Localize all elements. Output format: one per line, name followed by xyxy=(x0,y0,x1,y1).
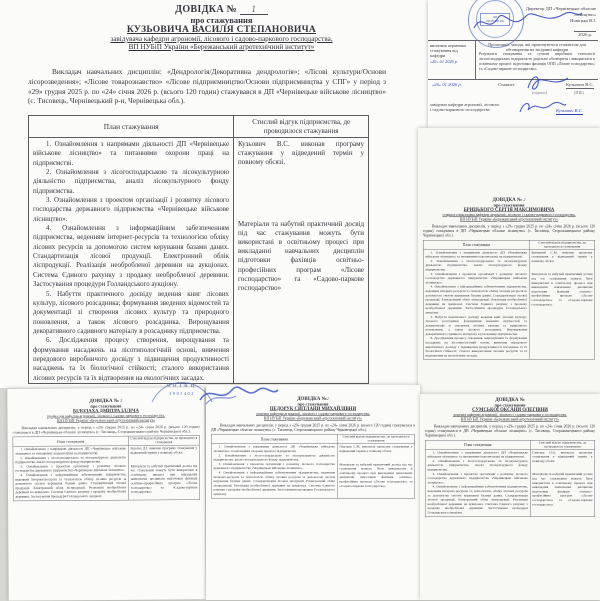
mini-plan-cell xyxy=(426,450,531,516)
dovidka-label: ДОВІДКА № xyxy=(175,4,237,15)
mini-plan-header: План стажування xyxy=(426,440,531,449)
plan-item: 5. Набуття практичного досвіду ведення книг лісових культур, лісового розсадника; формування зведених відомостей та документації зі створення лісових культур та природного поновлення, а також лісового розсадника. Вирощування декоративного садивного матеріалу в розсаднику підприємства. xyxy=(33,290,229,335)
plan-item: 3. Ознайомлення з проектом організації і розвитку лісового господарства державного підприємства «Чернівецьке військове лісництво». xyxy=(425,272,528,285)
proposals-header: Пропозиції, заходи, які пропонуються стажистом для обговорення на засіданні кафедри xyxy=(488,42,586,53)
mini-table xyxy=(13,436,200,501)
director-name: Новіцька В.І. xyxy=(570,17,596,23)
mini-trainee-name: БІДОЛАХА ДМИТРА ІЛЛІЧА xyxy=(72,408,139,414)
intro-paragraph: Викладач навчальних дисциплін: «Дендрологія/Декоративна дендрологія»; «Лісові культури/Основи лісорозведення»; «Лісове товарознавство» «Лісове підприємництво/Основи підприємництва у СПГ» у період з «29» грудня 2025 р. по «24» січня 2026 р. (всього 120 годин) стажувався в ДП «Чернівецьке військове лісництво» (с. Тисовець, Чернівецький р-н, Чернівецька обл.). xyxy=(28,67,386,106)
mini-intro: Викладач навчальних дисциплін, у період з «29» грудня 2025 р. по «24» січня 2026 р. (всього 120 годин) стажувався в ДП «Чернівецьке обласне лісництво» (с. Тисовець, Сторожинецького району Чернівецької обл.). xyxy=(12,424,200,435)
certificate-title xyxy=(42,0,402,15)
mini-plan-header: План стажування xyxy=(212,435,338,444)
certificate-number-blank xyxy=(240,5,268,15)
mini-about: про стажування xyxy=(493,202,525,208)
mini-trainee-name: СУМСЬКОЇ ОКСАНИ ОЛЕГІВНИ xyxy=(472,407,548,413)
handwritten-date: «26» 01 2026 р. xyxy=(430,58,458,64)
proposals-left-cell xyxy=(428,41,476,79)
mini-plan-cell xyxy=(13,446,129,500)
plan-item: 1. Ознайомлення з напрямами діяльності ДП «Чернівецьке військове лісництво» та питаннями охорони праці на підприємстві. xyxy=(213,445,335,453)
signature-label: (підпис) xyxy=(532,90,548,95)
mini-review-header: Стислий відгук підприємства, де проводилося стажування xyxy=(538,440,587,449)
mini-intro: Викладач навчальних дисциплін, у період з «29» грудня 2025 р. по «24» січня 2026 р. (всього 120 годин) стажувалася в ДП «Чернівецьке обласне лісництво» (с. Тисовець, Сторожинецького району Чернівецької обл.). xyxy=(211,423,415,433)
handwritten-number: 2 xyxy=(523,197,526,202)
mini-review-cell xyxy=(337,444,414,498)
mini-role: доцента кафедри агрономії, лісового і садово-паркового господарства, xyxy=(256,411,370,416)
mini-review-materials: Матеріали та набутий практичний досвід під час стажування можуть бути використані в освітньому процесі при викладанні навчальних дисциплін підготовки фахівців освітньо-професійних програм «Лісове господарство» та «Садово-паркове господарство» xyxy=(339,462,413,488)
mini-review-materials: Матеріали та набутий практичний досвід під час стажування можуть бути використані в освітньому процесі при викладанні навчальних дисциплін підготовки фахівців освітньо-професійних програм «Лісове господарство» та «Садово-паркове господарство» xyxy=(532,472,593,507)
mini-institute: ВП НУБіП України «Бережанський агротехнічний інститут» xyxy=(56,417,156,423)
mini-trainee-name: ПЕДОРУК СВІТЛАНИ МИХАЙЛІВНИ xyxy=(269,406,357,412)
plan-item: 2. Ознайомлення з лісогосподарською та лісокультурною діяльністю підприємства, аналіз лісокультурного фонду підприємства. xyxy=(15,455,127,465)
review-completed: Кузьович В.С. виконав програму стажування у відведений термін у повному обсязі. xyxy=(238,140,364,167)
mini-review: Педорук С.М. виконала програму стажування у відведений термін у повному обсязі. xyxy=(339,445,413,453)
mini-institute: ВП НУБіП України «Бережанський агротехнічний інститут» xyxy=(459,217,559,222)
mini-table xyxy=(423,240,595,360)
mini-plan-cell xyxy=(424,250,530,359)
trainee-name: КУЗЬОВИЧА ВАСИЛЯ СТЕПАНОВИЧА xyxy=(126,25,317,35)
plan-item: 4. Ознайомлення з інформаційним забезпеченням підприємства, веденням інтернет-ресурсів та технологією обліку лісових ресурсів за допомогою систем керування базами даних. Стандартизація лісової продукції. Електронний облік ліспродукції. Реалізація необробленої деревини на аукціонах. Система Єдиного рахунку з продажу необробленої деревини. Застосування процедури Голландського аукціону. xyxy=(427,485,528,515)
head-line2: і садово-паркового господарства xyxy=(430,107,490,113)
mini-intro: Викладач навчальних дисциплін, у період з «29» грудня 2025 р. по «24» січня 2026 р. (всього 120 годин) стажувався в ДП «Чернівецьке обласне лісництво» (с. Тисовець, Сторожинецького району Чернівецької обл.). xyxy=(423,224,595,238)
certificate-backside-fragment xyxy=(428,0,600,128)
plan-item: 4. Ознайомлення з інформаційним забезпеченням підприємства, веденням інтернет-ресурсів та технологією обліку лісових ресурсів за допомогою систем керування базами даних. Стандартизація лісової продукції. Електронний облік ліспродукції. Реалізація необробленої деревини на аукціонах. Система Єдиного рахунку з продажу необробленої деревини. Застосування процедури Голландського аукціону. xyxy=(213,470,335,496)
certificate-bidolakh xyxy=(7,387,205,600)
handwritten-number: 3 xyxy=(120,397,123,403)
plan-item: 2. Ознайомлення з лісогосподарською та лісокультурною діяльністю підприємства, аналіз лісокультурного фонду підприємства. xyxy=(425,259,528,272)
plan-item: 1. Ознайомлення з напрямами діяльності ДП «Чернівецьке військове лісництво» та питаннями охорони праці на підприємстві. xyxy=(15,447,127,456)
plan-item: 3. Ознайомлення з проектом організації і розвитку лісового господарства державного підприємства «Чернівецьке військове лісництво». xyxy=(427,472,528,485)
mini-institute: ВП НУБіП України «Бережанський агротехнічний інститут» xyxy=(263,416,363,421)
about-internship-label: про стажування xyxy=(190,15,253,25)
review-column-header: Стислий відгук підприємства, де проводилося стажування xyxy=(252,117,351,135)
mini-review-cell xyxy=(530,450,594,516)
institute-line: ВП НУБіП України «Бережанський агротехнічний інститут» xyxy=(128,43,315,51)
mini-review-materials: Матеріали та набутий практичний досвід під час стажування можуть бути використані в освітньому процесі при викладанні навчальних дисциплін підготовки фахівців освітньо-професійних програм «Лісове господарство» та «Садово-паркове господарство» xyxy=(130,464,198,494)
mini-about: про стажування xyxy=(297,401,329,407)
mini-review-header: Стислий відгук підприємства, де проводилося стажування xyxy=(130,436,198,445)
stamp-center-text: ДП ЛІСНИЦТВО xyxy=(480,13,510,26)
mini-review-cell xyxy=(530,250,595,359)
stamp-arc-number: 3901402 xyxy=(169,391,195,396)
internship-plan-table xyxy=(28,115,369,384)
pen-scribble-icon xyxy=(196,382,280,408)
mini-review: Сумська О.О. виконала програму стажування у відведений термін у повному обсязі. xyxy=(532,450,593,463)
plan-item: 2. Ознайомлення з лісогосподарською та лісокультурною діяльністю підприємства, аналіз лісокультурного фонду підприємства. xyxy=(427,459,528,472)
head-name-handwritten: Кузьович В.С. xyxy=(556,108,583,113)
handwritten-number: 2 xyxy=(326,396,329,401)
mini-review-materials: Матеріали та набутий практичний досвід під час стажування можуть бути використані в освітньому процесі при викладанні навчальних дисциплін підготовки фахівців освітньо-професійних програм «Лісове господарство» та «Садово-паркове господарство» xyxy=(531,272,593,307)
left-col-line1: висновок керівника xyxy=(430,43,466,48)
date-line-handwritten: «26» 01 2026 р. xyxy=(432,82,462,87)
mini-title: ДОВІДКА № 3 xyxy=(89,397,123,404)
plan-item: 1. Ознайомлення з напрямами діяльності ДП «Чернівецьке військове лісництво» та питаннями охорони праці на підприємстві. xyxy=(425,250,528,259)
mini-review-header: Стислий відгук підприємства, де проводилося стажування xyxy=(538,240,586,249)
mini-table xyxy=(425,440,595,517)
mini-about: про стажування xyxy=(494,402,526,408)
mini-trainee-name: БРИЦЬКОГО СЕРГІЯ МАКСИМОВИЧА xyxy=(463,207,555,213)
plan-item: 6. Дослідження процесу створення, вирощування та формування насаджень на лісотипологічній основі, вивчення передового виробничого досвіду з підвищення продуктивності насаджень та їх біологічної стійкості; сталого використання лісових ресурсів та їх відтворення на екологічних засадах. xyxy=(33,337,229,382)
table-header-row xyxy=(29,116,368,138)
trainee-label: Стажист xyxy=(498,82,515,87)
proposals-text: Результати стажування та сучасні виробничі технології лісогосподарських підприємств доцільно обговорити і використати в освітньому процесі підготовки фахівців ОПП «Лісове господарство» та «Садово-паркове господарство». xyxy=(479,52,595,71)
director-line2: лісництво» xyxy=(574,11,596,17)
mini-role: старшого викладача кафедри агрономії, лісового і садово-паркового господарства, xyxy=(442,212,576,217)
handwritten-number: 1 xyxy=(251,4,257,14)
plan-item: 5. Набуття практичного досвіду ведення книг лісових культур, лісового розсадника; формування зведених відомостей та документації зі створення лісових культур та природного поновлення, а також лісового розсадника. Вирощування декоративного садивного матеріалу в розсаднику підприємства. xyxy=(425,315,528,336)
plan-item: 3. Ознайомлення з проектом організації і розвитку лісового господарства державного підприємства «Чернівецьке військове лісництво». xyxy=(33,197,229,223)
mini-intro: Викладач навчальних дисциплін, у період з «29» грудня 2025 р. по «24» січня 2026 р. (всього 120 годин) стажувалася в ДП «Чернівецьке обласне лісництво» (с. Тисовець, Сторожинецького району Чернівецької обл.). xyxy=(425,424,595,438)
trainee-role: завідувача кафедри агрономії, лісового і садово-паркового господарства, xyxy=(110,35,333,43)
mini-review: Бідолах Д.І. виконав програму стажування у відведений термін у повному обсязі. xyxy=(130,446,198,455)
director-date: 2026 р. xyxy=(574,31,596,38)
mini-about: про стажування xyxy=(90,403,122,409)
certificate-sumska xyxy=(420,394,600,600)
plan-item: 4. Ознайомлення з інформаційним забезпеченням підприємства, веденням інтернет-ресурсів та технологією обліку лісових ресурсів за допомогою систем керування базами даних. Стандартизація лісової продукції. Електронний облік ліспродукції. Реалізація необробленої деревини на аукціонах. Система Єдиного рахунку з продажу необробленої деревини. Застосування процедури Голландського аукціону. xyxy=(425,285,528,315)
plan-items-cell xyxy=(29,138,234,383)
head-line1: завідувач кафедри агрономії, лісового xyxy=(430,102,500,107)
mini-institute: ВП НУБіП України «Бережанський агротехнічний інститут» xyxy=(460,417,560,422)
plan-item: 4. Ознайомлення з інформаційним забезпеченням підприємства, веденням інтернет-ресурсів та технологією обліку лісових ресурсів за допомогою систем керування базами даних. Стандартизація лісової продукції. Електронний облік ліспродукції. Реалізація необробленої деревини на аукціонах. Система Єдиного рахунку з продажу необробленої деревини. Застосування процедури Голландського аукціону. xyxy=(15,472,127,499)
left-col-line2: стажування від кафедри xyxy=(430,48,458,59)
mini-title: ДОВІДКА № xyxy=(495,397,525,403)
mini-title: ДОВІДКА №2 xyxy=(297,396,329,402)
plan-item: 6. Дослідження процесу створення, вирощування та формування насаджень на лісотипологічній основі, вивчення передового виробничого досвіду з підвищення продуктивності насаджень та їх біологічної стійкості; сталого використання лісових ресурсів та їх відтворення на екологічних засадах. xyxy=(425,336,528,358)
plan-item: 1. Ознайомлення з напрямами діяльності ДП «Чернівецьке військове лісництво» та питаннями охорони праці на підприємстві. xyxy=(427,450,528,459)
plan-item: 2. Ознайомлення з лісогосподарською та лісокультурною діяльністю підприємства, аналіз лісокультурного фонду підприємства. xyxy=(213,453,335,462)
proposals-table xyxy=(428,40,598,80)
table-body-row xyxy=(29,138,368,383)
mini-review: Брицький С.М. виконав програму стажування у відведений термін у повному обсязі. xyxy=(531,250,593,263)
plan-item: 3. Ознайомлення з проектом організації і розвитку лісового господарства державного підприємства «Чернівецьке військове лісництво». xyxy=(213,462,335,471)
mini-title: ДОВІДКА № 2 xyxy=(492,197,526,203)
mini-plan-header: План стажування xyxy=(424,240,530,249)
mini-plan-cell xyxy=(212,444,338,498)
mini-role: доцента кафедри агрономії, лісового і садово-паркового господарства, xyxy=(453,412,567,417)
plan-item: 1. Ознайомлення з напрямами діяльності ДП «Чернівецьке військове лісництво» та питаннями охорони праці на підприємстві. xyxy=(33,141,229,167)
plan-column-header: План стажування xyxy=(29,116,234,137)
stamp-arc-text: ЧНІВЦ xyxy=(166,384,198,389)
plan-item: 4. Ознайомлення з інформаційним забезпеченням підприємства, веденням інтернет-ресурсів та технологією обліку лісових ресурсів за допомогою систем керування базами даних. Стандартизація лісової продукції. Електронний облік ліспродукції. Реалізація необробленої деревини на аукціонах. Система Єдиного рахунку з продажу необробленої деревини. Застосування процедури Голландського аукціону. xyxy=(33,225,229,289)
mini-review-header: Стислий відгук підприємства, де проводилося стажування xyxy=(342,435,410,443)
mini-plan-header: План стажування xyxy=(13,437,129,447)
pib-label: (ПІБ) xyxy=(574,90,584,95)
mini-review-cell xyxy=(128,446,199,500)
plan-item: 2. Ознайомлення з лісогосподарською та лісокультурною діяльністю підприємства, аналіз лісокультурного фонду підприємства. xyxy=(33,169,229,195)
director-line1: Директор ДП «Чернівецьке обласне xyxy=(525,6,596,11)
mini-role: професора кафедри агрономії, лісового і садово-паркового господарства, xyxy=(46,413,165,419)
certificate-main xyxy=(0,0,443,388)
certificate-brytskyi xyxy=(418,128,600,398)
mini-table xyxy=(211,434,415,498)
plan-item: 3. Ознайомлення з проектом організації і розвитку лісового господарства державного підприємства «Чернівецьке військове лісництво». xyxy=(15,464,127,473)
certificate-pedoruk xyxy=(206,385,420,600)
trainee-name: Кузьович В.С. xyxy=(566,82,594,87)
review-materials: Матеріали та набутий практичний досвід під час стажування можуть бути використані в освітньому процесі при викладанні навчальних дисциплін підготовки фахівців освітньо-професійних програм «Лісове господарство» та «Садово-паркове господарство» xyxy=(238,219,364,293)
review-cell xyxy=(234,138,368,383)
